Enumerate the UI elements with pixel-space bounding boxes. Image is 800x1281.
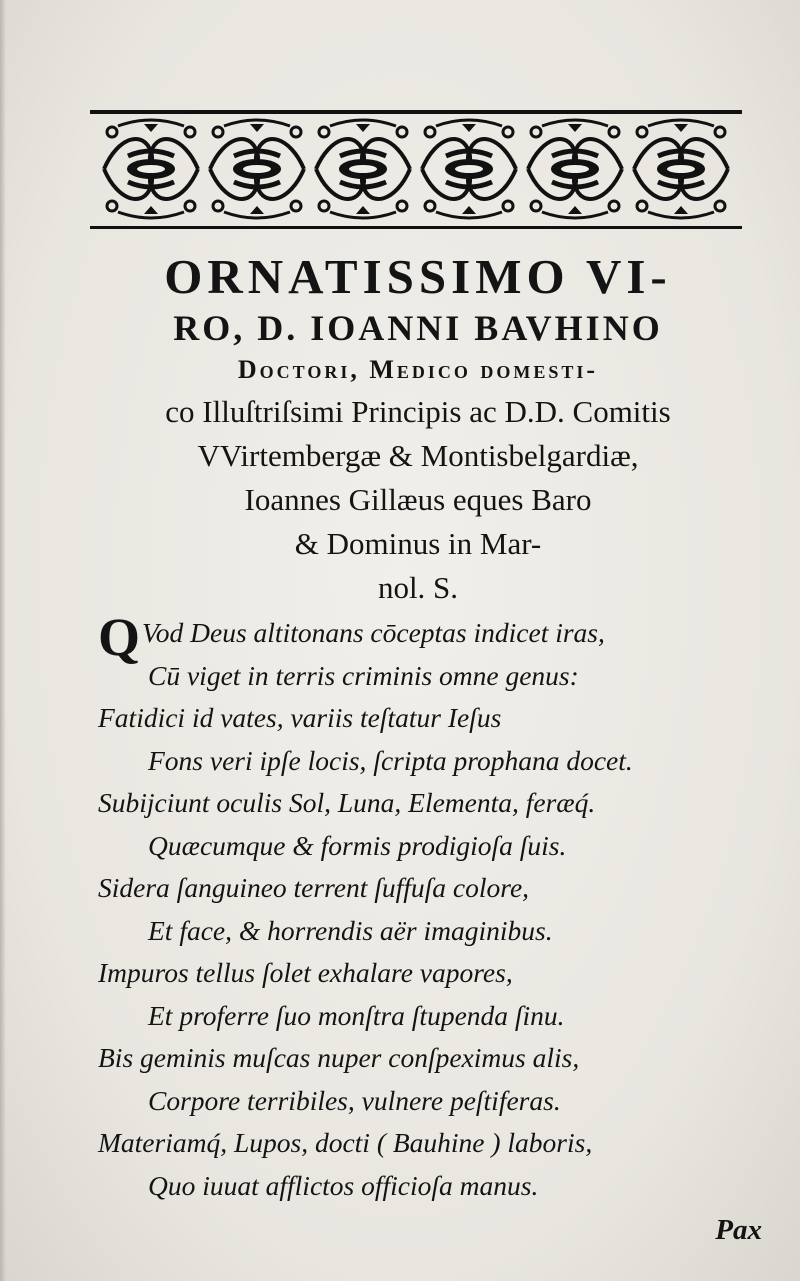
poem-line: Quo iuuat afflictos officioſa manus. [148, 1169, 539, 1201]
poem-line: Fons veri ipſe locis, ſcripta prophana docet. [148, 744, 633, 776]
ornamental-headpiece [98, 116, 734, 222]
poem [98, 607, 778, 1207]
poem-line: Et face, & horrendis aër imaginibus. [148, 914, 553, 946]
drop-cap-initial: Q [98, 607, 141, 667]
heading-line-4: co Illuſtriſsimi Principis ac D.D. Comitis [165, 394, 671, 429]
poem-line: Fatidici id vates, variis teſtatur Ieſus [98, 702, 502, 733]
poem-line: Cū viget in terris criminis omne genus: [148, 659, 579, 691]
catchword: Pax [715, 1214, 762, 1246]
heading-line-5: VVirtembergæ & Montisbelgardiæ, [197, 438, 639, 473]
poem-line: Quæcumque & formis prodigioſa ſuis. [148, 829, 567, 861]
ornament-bottom-rule [90, 226, 742, 229]
poem-line: Sidera ſanguineo terrent ſuffuſa colore, [98, 872, 530, 903]
poem-line: Materiamq́, Lupos, docti ( Bauhine ) laboris, [98, 1127, 593, 1158]
poem-line: Et proferre ſuo monſtra ſtupenda ſinu. [148, 999, 565, 1031]
poem-line: Vod Deus altitonans cōceptas indicet iras, [142, 617, 605, 648]
heading-line-1: ORNATISSIMO VI- [164, 249, 672, 304]
page-edge-shadow [0, 0, 6, 1281]
heading-line-2: RO, D. IOANNI BAVHINO [173, 308, 663, 348]
heading-line-7: & Dominus in Mar- [294, 526, 542, 561]
dedication-heading [88, 248, 748, 610]
poem-line: Bis geminis muſcas nuper conſpeximus alis, [98, 1042, 580, 1073]
heading-line-6: Ioannes Gillæus eques Baro [244, 482, 592, 517]
heading-line-8: nol. S. [377, 570, 459, 605]
poem-line: Subijciunt oculis Sol, Luna, Elementa, feræq́. [98, 787, 596, 818]
heading-line-3: Doctori, Medico domesti- [237, 355, 599, 384]
poem-line: Corpore terribiles, vulnere peſtiferas. [148, 1084, 561, 1116]
ornament-top-rule [90, 110, 742, 114]
poem-line: Impuros tellus ſolet exhalare vapores, [98, 957, 513, 988]
